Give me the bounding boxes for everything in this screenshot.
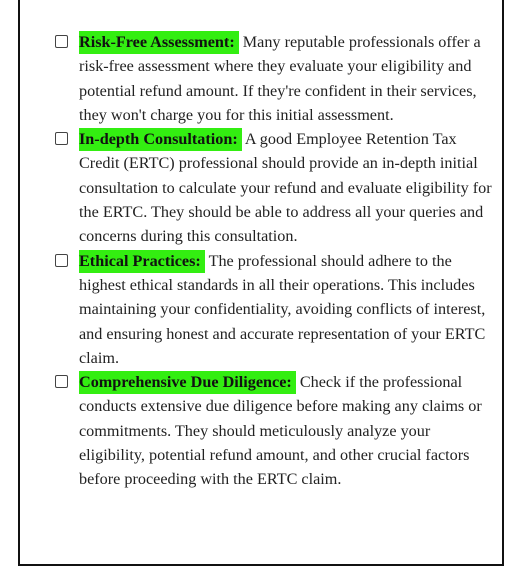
item-title: Risk-Free Assessment: bbox=[79, 31, 239, 54]
item-description: The professional should adhere to the highest ethical standards in all their operations. This includes maintaining your confidentiality, avoiding conflicts of interest, and ensuring honest and accurate representation of your ERTC claim. bbox=[79, 251, 486, 367]
item-title: In-depth Consultation: bbox=[79, 128, 242, 151]
item-description: Many reputable professionals offer a risk-free assessment where they evaluate your eligibility and potential refund amount. If they're confident in their services, they won't charge you for this initial assessment. bbox=[79, 33, 481, 124]
item-title: Ethical Practices: bbox=[79, 250, 205, 273]
checklist-item-in-depth-consultation bbox=[55, 127, 495, 248]
checklist-item-risk-free-assessment bbox=[55, 30, 495, 127]
checklist-item-ethical-practices bbox=[55, 249, 495, 370]
item-description: A good Employee Retention Tax Credit (ERTC) professional should provide an in-depth initial consultation to calculate your refund and evaluate eligibility for the ERTC. They should be able to address all your queries and concerns during this consultation. bbox=[79, 130, 492, 246]
item-title: Comprehensive Due Diligence: bbox=[79, 371, 296, 394]
item-description: Check if the professional conducts extensive due diligence before making any claims or commitments. They should meticulously analyze your eligibility, potential refund amount, and other crucial factors before proceeding with the ERTC claim. bbox=[79, 373, 482, 489]
checklist-item-comprehensive-due-diligence bbox=[55, 370, 495, 491]
checkbox-risk-free-assessment[interactable] bbox=[55, 35, 68, 48]
checklist bbox=[55, 30, 495, 492]
checkbox-in-depth-consultation[interactable] bbox=[55, 132, 68, 145]
checkbox-ethical-practices[interactable] bbox=[55, 254, 68, 267]
checkbox-comprehensive-due-diligence[interactable] bbox=[55, 375, 68, 388]
